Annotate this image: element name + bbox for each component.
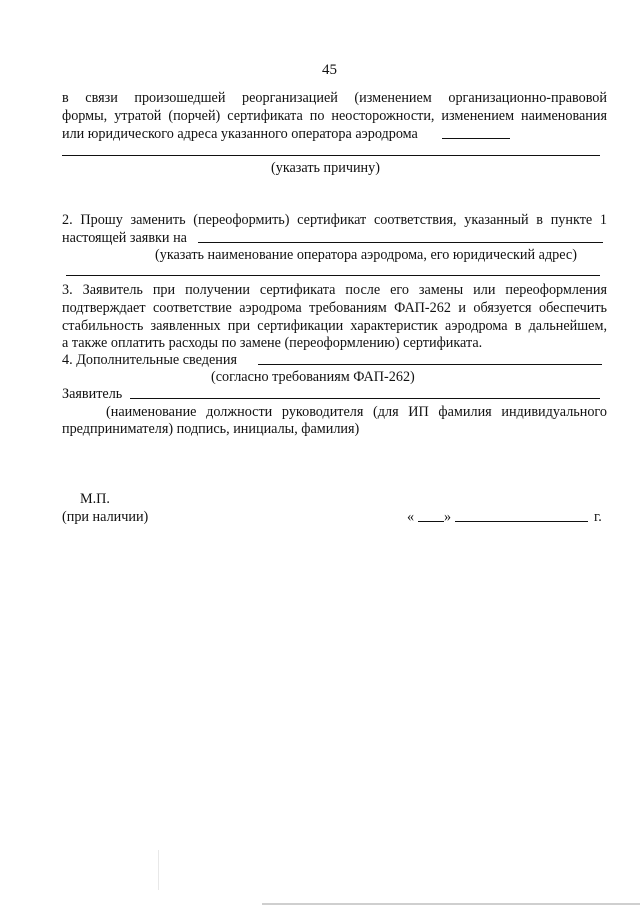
page-number: 45: [322, 62, 337, 78]
para4-label: 4. Дополнительные сведения: [62, 352, 237, 368]
operator-caption: (указать наименование оператора аэродрома, его юридический адрес): [155, 247, 577, 263]
date-month-year-line: [455, 521, 588, 522]
applicant-caption-line2: предпринимателя) подпись, инициалы, фамилия): [62, 421, 360, 437]
para3-line3: стабильность заявленных при сертификации характеристик аэродрома в дальнейшем,: [62, 318, 607, 334]
scan-artifact: [158, 850, 159, 890]
para4-caption: (согласно требованиям ФАП-262): [211, 369, 415, 385]
applicant-blank-line: [130, 398, 600, 399]
date-close-quote: »: [444, 509, 452, 525]
stamp-note: (при наличии): [62, 509, 149, 525]
operator-blank-line: [198, 242, 603, 243]
para3-line2: подтверждает соответствие аэродрома требованиям ФАП-262 и обязуется обеспечить: [62, 300, 607, 316]
date-year-suffix: г.: [594, 509, 602, 525]
para2-line1: 2. Прошу заменить (переоформить) сертификат соответствия, указанный в пункте 1: [62, 212, 607, 228]
para4-blank-line: [258, 364, 602, 365]
para2-line2: настоящей заявки на: [62, 230, 187, 246]
stamp-label: М.П.: [80, 491, 110, 507]
applicant-caption-line1: (наименование должности руководителя (для ИП фамилия индивидуального: [106, 404, 607, 420]
para3-line1: 3. Заявитель при получении сертификата после его замены или переоформления: [62, 282, 607, 298]
reason-caption: (указать причину): [271, 160, 380, 176]
para3-line4: а также оплатить расходы по замене (переоформлению) сертификата.: [62, 335, 483, 351]
reason-line: [62, 155, 600, 156]
para1-line2: формы, утратой (порчей) сертификата по неосторожности, изменением наименования: [62, 108, 607, 124]
applicant-label: Заявитель: [62, 386, 123, 402]
para1-blank-line: [442, 138, 510, 139]
para1-line1: в связи произошедшей реорганизацией (изменением организационно-правовой: [62, 90, 607, 106]
operator-line-2: [66, 275, 600, 276]
para1-line3: или юридического адреса указанного оператора аэродрома: [62, 126, 418, 142]
date-day-line: [418, 521, 444, 522]
date-open-quote: «: [407, 509, 415, 525]
